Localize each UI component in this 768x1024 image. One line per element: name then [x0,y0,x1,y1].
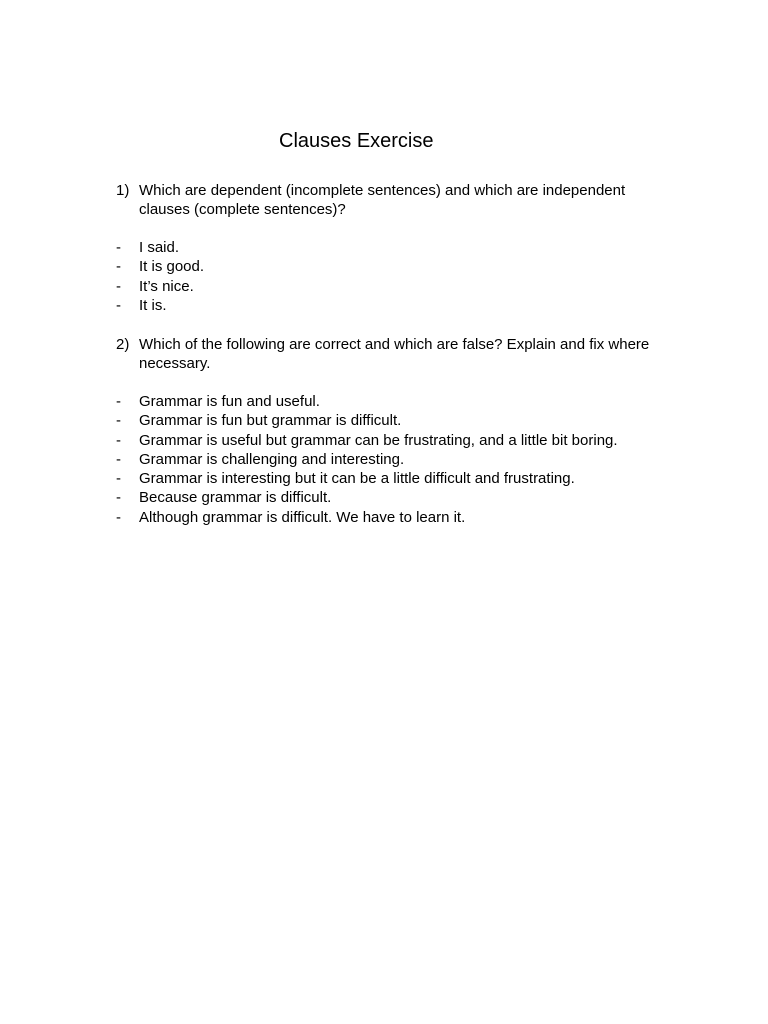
bullet-dash: - [116,470,121,488]
bullet-dash: - [116,393,121,410]
question-1 [116,181,676,219]
bullet-dash: - [116,412,121,430]
bullet-dash: - [116,489,121,507]
bullet-dash: - [116,239,121,256]
list-item-text: It is good. [139,258,205,276]
question-1-items [116,238,716,315]
list-item [116,296,716,315]
list-item-text: Grammar is interesting but it can be a little difficult and frustrating. [139,470,575,488]
bullet-dash: - [116,296,121,314]
list-item [116,450,716,469]
list-item-text: Because grammar is difficult. [139,489,332,507]
list-item-text: Although grammar is difficult. We have to learn it. [139,508,466,526]
list-item [116,411,716,430]
list-item-text: Grammar is fun and useful. [139,393,320,410]
list-item-text: Grammar is fun but grammar is difficult. [139,412,402,430]
list-item-text: I said. [139,239,180,256]
bullet-dash: - [116,431,121,449]
question-number: 2) [116,336,130,353]
list-item [116,277,716,296]
question-text: Which are dependent (incomplete sentences) and which are independent clauses (complete sentences)? [139,182,626,218]
question-2 [116,335,676,373]
list-item-text: It is. [139,296,167,314]
bullet-dash: - [116,508,121,526]
bullet-dash: - [116,277,121,295]
list-item [116,392,716,411]
bullet-dash: - [116,450,121,468]
list-item [116,238,716,257]
list-item-text: It’s nice. [139,277,194,295]
list-item [116,257,716,276]
list-item-text: Grammar is useful but grammar can be frustrating, and a little bit boring. [139,431,618,449]
page-title: Clauses Exercise [279,130,434,152]
list-item [116,488,716,507]
question-2-items [116,392,716,527]
list-item-text: Grammar is challenging and interesting. [139,450,405,468]
question-text: Which of the following are correct and which are false? Explain and fix where necessary. [139,336,650,372]
question-number: 1) [116,182,130,199]
list-item [116,508,716,527]
bullet-dash: - [116,258,121,276]
list-item [116,431,716,450]
list-item [116,469,716,488]
